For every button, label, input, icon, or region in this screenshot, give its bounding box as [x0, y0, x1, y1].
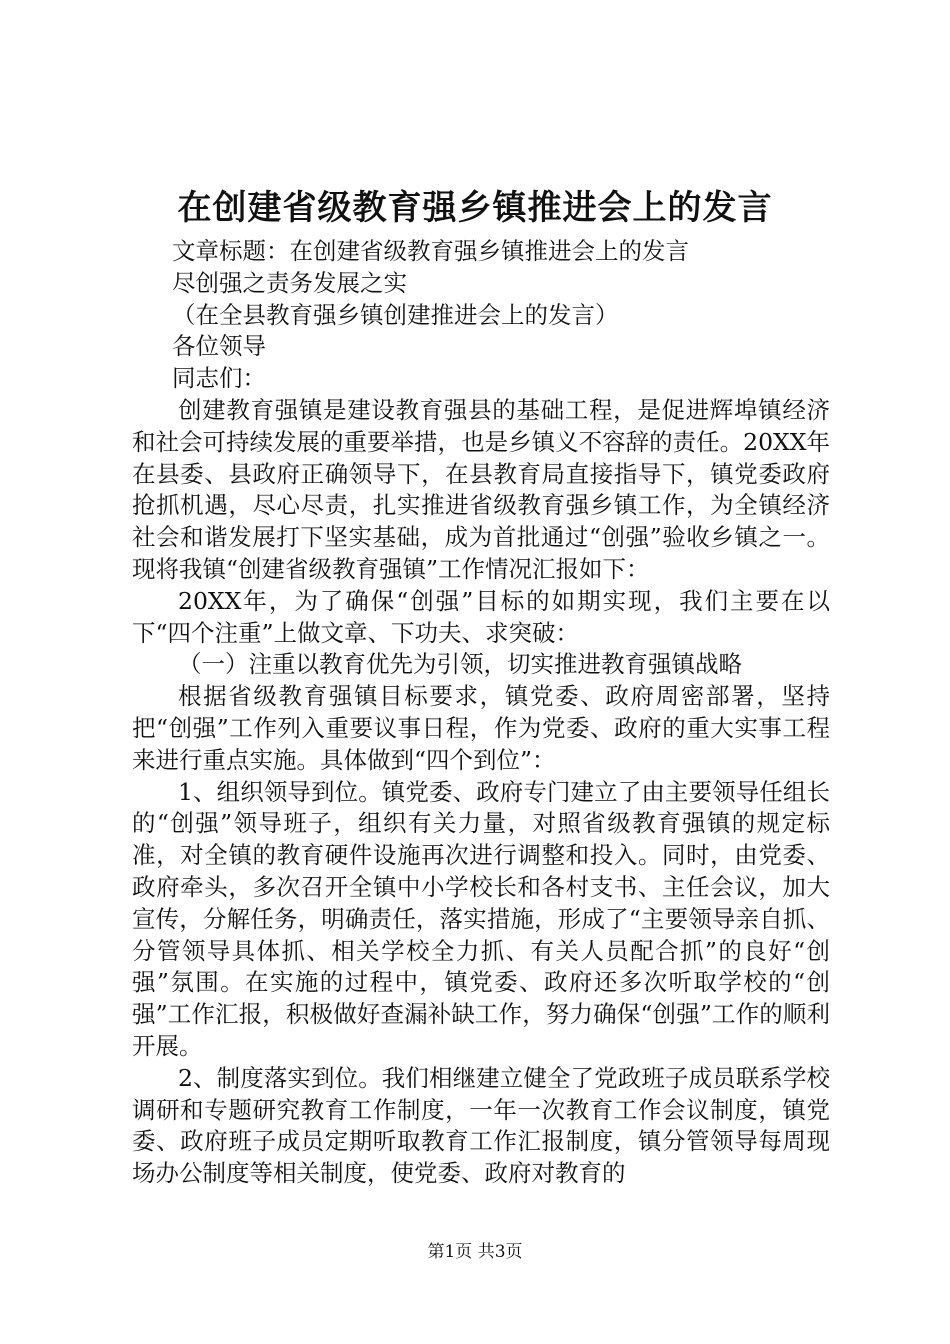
speech-occasion: （在全县教育强乡镇创建推进会上的发言） [172, 300, 619, 329]
page-number-footer: 第1页 共3页 [427, 1242, 523, 1262]
document-title: 在创建省级教育强乡镇推进会上的发言 [177, 188, 773, 228]
paragraph-intro: 创建教育强镇是建设教育强县的基础工程，是促进辉埠镇经济和社会可持续发展的重要举措，也是乡镇义不容辞的责任。20XX年在县委、县政府正确领导下，在县教育局直接指导下，镇党委政府抢抓机遇，尽心尽责，扎实推进省级教育强乡镇工作，为全镇经济社会和谐发展打下坚实基础，成为首批通过“创强”验收乡镇之一。现将我镇“创建省级教育强镇”工作情况汇报如下： [132, 395, 830, 583]
salutation-leaders: 各位领导 [172, 332, 266, 361]
section-heading-1: （一）注重以教育优先为引领，切实推进教育强镇战略 [178, 650, 742, 679]
speech-subtitle: 尽创强之责务发展之实 [172, 268, 407, 297]
document-body [132, 236, 830, 1190]
paragraph-four-focuses: 20XX年，为了确保“创强”目标的如期实现，我们主要在以下“四个注重”上做文章、下功夫、求突破： [132, 586, 830, 647]
article-title-line: 文章标题：在创建省级教育强乡镇推进会上的发言 [172, 237, 689, 265]
paragraph-system: 2、制度落实到位。我们相继建立健全了党政班子成员联系学校调研和专题研究教育工作制度，一年一次教育工作会议制度，镇党委、政府班子成员定期听取教育工作汇报制度，镇分管领导每周现场办公制度等相关制度，使党委、政府对教育的 [132, 1063, 830, 1188]
paragraph-requirements: 根据省级教育强镇目标要求，镇党委、政府周密部署，坚持把“创强”工作列入重要议事日程，作为党委、政府的重大实事工程来进行重点实施。具体做到“四个到位”： [132, 682, 830, 774]
paragraph-organization: 1、组织领导到位。镇党委、政府专门建立了由主要领导任组长的“创强”领导班子，组织有关力量，对照省级教育强镇的规定标准，对全镇的教育硬件设施再次进行调整和投入。同时，由党委、政府牵头，多次召开全镇中小学校长和各村支书、主任会议，加大宣传，分解任务，明确责任，落实措施，形成了“主要领导亲自抓、分管领导具体抓、相关学校全力抓、有关人员配合抓”的良好“创强”氛围。在实施的过程中，镇党委、政府还多次听取学校的“创强”工作汇报，积极做好查漏补缺工作，努力确保“创强”工作的顺利开展。 [132, 777, 830, 1060]
salutation-comrades: 同志们： [172, 364, 266, 393]
